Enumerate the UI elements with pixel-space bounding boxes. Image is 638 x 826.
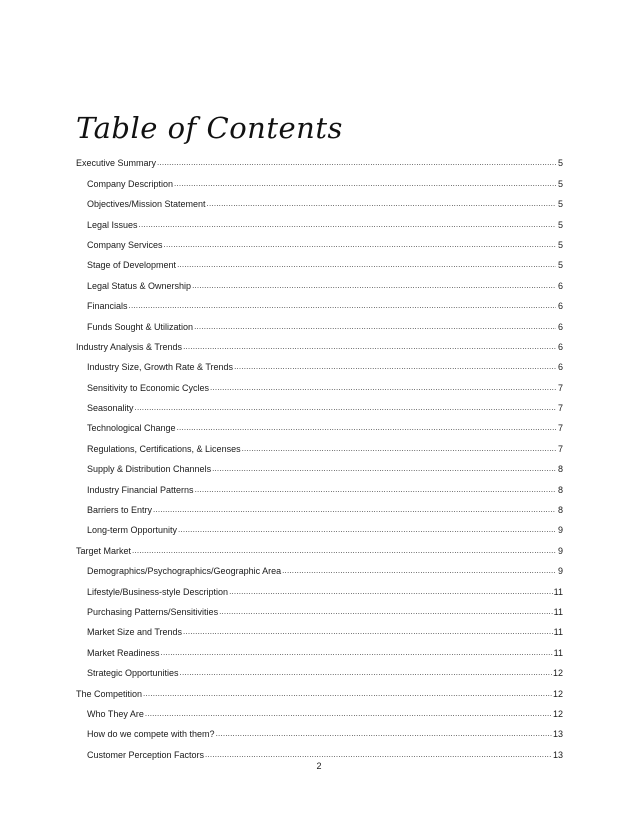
toc-dot-leader bbox=[153, 504, 556, 516]
toc-entry-page: 11 bbox=[553, 606, 563, 617]
toc-entry-label: Long-term Opportunity bbox=[87, 525, 178, 536]
toc-entry-label: Industry Financial Patterns bbox=[87, 484, 194, 495]
toc-entry-page: 5 bbox=[557, 158, 563, 169]
toc-entry-label: The Competition bbox=[76, 688, 143, 699]
toc-entry-label: Objectives/Mission Statement bbox=[87, 199, 206, 210]
toc-entry-page: 8 bbox=[557, 464, 563, 475]
toc-entry-page: 12 bbox=[552, 688, 563, 699]
toc-dot-leader bbox=[139, 219, 556, 231]
toc-entry-label: Industry Size, Growth Rate & Trends bbox=[87, 362, 234, 373]
toc-entry-page: 11 bbox=[553, 586, 563, 597]
toc-entry-label: Seasonality bbox=[87, 403, 134, 414]
toc-dot-leader bbox=[177, 422, 556, 434]
toc-entry-page: 6 bbox=[557, 301, 563, 312]
toc-dot-leader bbox=[132, 545, 556, 557]
toc-entry[interactable] bbox=[76, 333, 563, 353]
toc-dot-leader bbox=[242, 443, 556, 455]
toc-entry-page: 7 bbox=[557, 423, 563, 434]
toc-entry-page: 7 bbox=[557, 382, 563, 393]
toc-entry[interactable] bbox=[76, 720, 563, 740]
toc-entry[interactable] bbox=[76, 598, 563, 618]
toc-entry[interactable] bbox=[76, 700, 563, 720]
toc-entry-page: 13 bbox=[552, 749, 563, 760]
toc-dot-leader bbox=[161, 647, 553, 659]
toc-entry-label: Supply & Distribution Channels bbox=[87, 464, 212, 475]
toc-dot-leader bbox=[180, 667, 552, 679]
toc-entry-page: 7 bbox=[557, 403, 563, 414]
toc-entry[interactable] bbox=[76, 516, 563, 536]
toc-entry[interactable] bbox=[76, 577, 563, 597]
toc-dot-leader bbox=[282, 565, 556, 577]
toc-entry[interactable] bbox=[76, 373, 563, 393]
toc-dot-leader bbox=[210, 382, 556, 394]
toc-entry[interactable] bbox=[76, 679, 563, 699]
toc-entry[interactable] bbox=[76, 312, 563, 332]
toc-entry-label: Demographics/Psychographics/Geographic Area bbox=[87, 566, 282, 577]
toc-entry[interactable] bbox=[76, 659, 563, 679]
toc-entry-page: 5 bbox=[557, 219, 563, 230]
toc-entry-label: Industry Analysis & Trends bbox=[76, 341, 183, 352]
toc-dot-leader bbox=[212, 463, 556, 475]
toc-dot-leader bbox=[205, 749, 552, 761]
toc-entry-page: 9 bbox=[557, 566, 563, 577]
toc-entry[interactable] bbox=[76, 475, 563, 495]
toc-dot-leader bbox=[135, 402, 556, 414]
toc-entry[interactable] bbox=[76, 394, 563, 414]
toc-dot-leader bbox=[192, 280, 556, 292]
toc-dot-leader bbox=[216, 728, 552, 740]
toc-dot-leader bbox=[194, 321, 556, 333]
toc-entry[interactable] bbox=[76, 169, 563, 189]
toc-entry-label: Company Services bbox=[87, 239, 163, 250]
toc-entry[interactable] bbox=[76, 210, 563, 230]
toc-entry[interactable] bbox=[76, 496, 563, 516]
toc-entry-page: 8 bbox=[557, 484, 563, 495]
toc-entry[interactable] bbox=[76, 618, 563, 638]
toc-dot-leader bbox=[219, 606, 553, 618]
toc-entry[interactable] bbox=[76, 292, 563, 312]
toc-entry-label: Market Size and Trends bbox=[87, 627, 183, 638]
toc-entry-page: 8 bbox=[557, 505, 563, 516]
page-number: 2 bbox=[316, 761, 322, 771]
toc-entry-page: 6 bbox=[557, 280, 563, 291]
toc-dot-leader bbox=[234, 361, 556, 373]
toc-entry-label: Target Market bbox=[76, 545, 132, 556]
page-title: Table of Contents bbox=[76, 111, 343, 145]
toc-entry-page: 7 bbox=[557, 443, 563, 454]
toc-dot-leader bbox=[229, 586, 553, 598]
toc-entry-label: Executive Summary bbox=[76, 158, 157, 169]
toc-entry[interactable] bbox=[76, 231, 563, 251]
toc-entry-page: 12 bbox=[552, 708, 563, 719]
toc-entry-page: 11 bbox=[553, 627, 563, 638]
toc-entry[interactable] bbox=[76, 414, 563, 434]
toc-entry-page: 6 bbox=[557, 362, 563, 373]
toc-dot-leader bbox=[207, 198, 556, 210]
toc-entry[interactable] bbox=[76, 190, 563, 210]
toc-entry[interactable] bbox=[76, 434, 563, 454]
toc-entry[interactable] bbox=[76, 557, 563, 577]
toc-entry-label: Who They Are bbox=[87, 708, 144, 719]
toc-dot-leader bbox=[143, 688, 552, 700]
toc-entry[interactable] bbox=[76, 536, 563, 556]
toc-entry-label: Stage of Development bbox=[87, 260, 177, 271]
toc-dot-leader bbox=[129, 300, 556, 312]
toc-entry-page: 9 bbox=[557, 525, 563, 536]
toc-entry-label: Legal Status & Ownership bbox=[87, 280, 192, 291]
toc-entry[interactable] bbox=[76, 251, 563, 271]
toc-dot-leader bbox=[157, 157, 556, 169]
toc-entry-label: Regulations, Certifications, & Licenses bbox=[87, 443, 241, 454]
toc-entry-label: Barriers to Entry bbox=[87, 505, 153, 516]
toc-dot-leader bbox=[178, 524, 556, 536]
toc-entry[interactable] bbox=[76, 149, 563, 169]
toc-entry-label: Technological Change bbox=[87, 423, 176, 434]
toc-dot-leader bbox=[177, 259, 556, 271]
toc-entry[interactable] bbox=[76, 353, 563, 373]
toc-entry[interactable] bbox=[76, 271, 563, 291]
toc-entry-label: Customer Perception Factors bbox=[87, 749, 205, 760]
toc-entry-page: 5 bbox=[557, 199, 563, 210]
toc-entry-label: Financials bbox=[87, 301, 128, 312]
toc-entry-page: 9 bbox=[557, 545, 563, 556]
toc-dot-leader bbox=[164, 239, 556, 251]
toc-entry-page: 11 bbox=[553, 647, 563, 658]
toc-entry[interactable] bbox=[76, 740, 563, 760]
toc-entry-page: 5 bbox=[557, 178, 563, 189]
toc-entry-page: 13 bbox=[552, 729, 563, 740]
toc-entry-page: 12 bbox=[552, 668, 563, 679]
toc-entry-page: 6 bbox=[557, 341, 563, 352]
toc-entry-page: 5 bbox=[557, 239, 563, 250]
toc-entry[interactable] bbox=[76, 455, 563, 475]
toc-entry-label: Company Description bbox=[87, 178, 174, 189]
toc-entry-label: Lifestyle/Business-style Description bbox=[87, 586, 229, 597]
toc-entry-label: Legal Issues bbox=[87, 219, 138, 230]
toc-entry-page: 5 bbox=[557, 260, 563, 271]
table-of-contents bbox=[76, 149, 563, 761]
toc-entry[interactable] bbox=[76, 638, 563, 658]
toc-entry-page: 6 bbox=[557, 321, 563, 332]
toc-dot-leader bbox=[183, 341, 556, 353]
toc-entry-label: Funds Sought & Utilization bbox=[87, 321, 194, 332]
toc-dot-leader bbox=[174, 178, 556, 190]
toc-dot-leader bbox=[183, 626, 553, 638]
toc-entry-label: Strategic Opportunities bbox=[87, 668, 179, 679]
toc-dot-leader bbox=[145, 708, 552, 720]
toc-entry-label: Market Readiness bbox=[87, 647, 160, 658]
toc-entry-label: How do we compete with them? bbox=[87, 729, 215, 740]
toc-dot-leader bbox=[195, 484, 556, 496]
toc-entry-label: Purchasing Patterns/Sensitivities bbox=[87, 606, 219, 617]
toc-entry-label: Sensitivity to Economic Cycles bbox=[87, 382, 210, 393]
